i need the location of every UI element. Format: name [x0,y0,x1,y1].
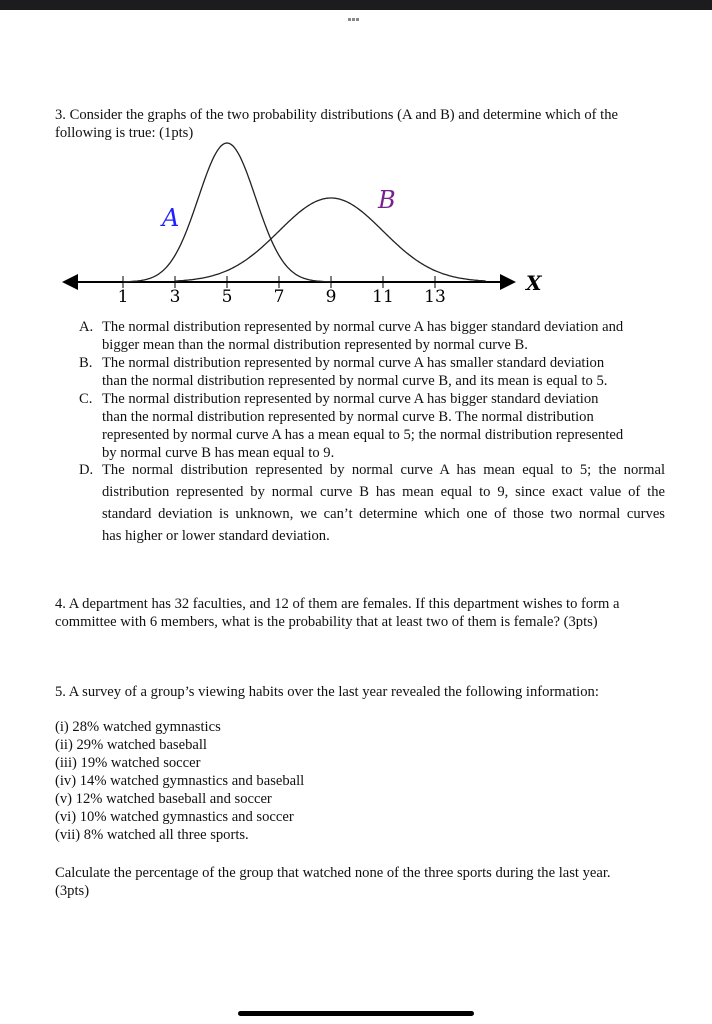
x-tick-label: 11 [372,287,394,307]
x-tick-label: 5 [221,287,233,307]
x-tick-label: 9 [325,287,337,307]
option-text-line[interactable]: distribution represented by normal curve B has mean equal to 9, since exact value of the [102,484,665,500]
option-text-line[interactable]: The normal distribution represented by normal curve A has bigger standard deviation and [102,319,624,335]
curve-b [175,198,486,281]
x-tick-label: 13 [424,287,446,307]
x-tick-label: 3 [169,287,181,307]
option-text-line[interactable]: standard deviation is unknown, we can’t determine which one of those two normal curves [102,506,665,522]
x-axis-label: X [526,271,542,295]
q3-text-line: following is true: (1pts) [55,125,194,141]
survey-item: (vii) 8% watched all three sports. [55,827,249,843]
q4-text-line: 4. A department has 32 faculties, and 12 of them are females. If this department wishes to form a [55,596,620,612]
option-text-line[interactable]: The normal distribution represented by normal curve A has bigger standard deviation [102,391,599,407]
q5-question-line: Calculate the percentage of the group that watched none of the three sports during the last year. [55,865,611,881]
survey-item: (iii) 19% watched soccer [55,755,201,771]
x-tick-label: 1 [117,287,129,307]
q3-text-line: 3. Consider the graphs of the two probability distributions (A and B) and determine which of the [55,107,618,123]
option-letter: B. [79,355,93,371]
x-tick-label: 7 [273,287,285,307]
q4-text-line: committee with 6 members, what is the probability that at least two of them is female? (3pts) [55,614,598,630]
option-text-line[interactable]: has higher or lower standard deviation. [102,528,330,544]
option-letter: A. [79,319,94,335]
q5-question-line: (3pts) [55,883,90,899]
survey-item: (vi) 10% watched gymnastics and soccer [55,809,294,825]
curve-b-label: B [378,186,396,214]
option-text-line[interactable]: The normal distribution represented by normal curve A has smaller standard deviation [102,355,605,371]
option-text-line[interactable]: by normal curve B has mean equal to 9. [102,445,335,461]
survey-item: (ii) 29% watched baseball [55,737,207,753]
survey-item: (v) 12% watched baseball and soccer [55,791,272,807]
option-text-line[interactable]: bigger mean than the normal distribution represented by normal curve B. [102,337,528,353]
option-letter: C. [79,391,93,407]
survey-item: (iv) 14% watched gymnastics and baseball [55,773,305,789]
home-indicator[interactable] [238,1011,474,1016]
option-text-line[interactable]: represented by normal curve A has a mean equal to 5; the normal distribution represented [102,427,624,443]
option-letter: D. [79,462,94,478]
option-text-line[interactable]: than the normal distribution represented by normal curve B. The normal distribution [102,409,594,425]
option-text-line[interactable]: The normal distribution represented by normal curve A has mean equal to 5; the normal [102,462,665,478]
curve-a-label: A [162,204,180,232]
q5-intro: 5. A survey of a group’s viewing habits over the last year revealed the following information: [55,684,599,700]
option-text-line[interactable]: than the normal distribution represented by normal curve B, and its mean is equal to 5. [102,373,608,389]
survey-item: (i) 28% watched gymnastics [55,719,221,735]
normal-curves-graph [0,0,712,320]
